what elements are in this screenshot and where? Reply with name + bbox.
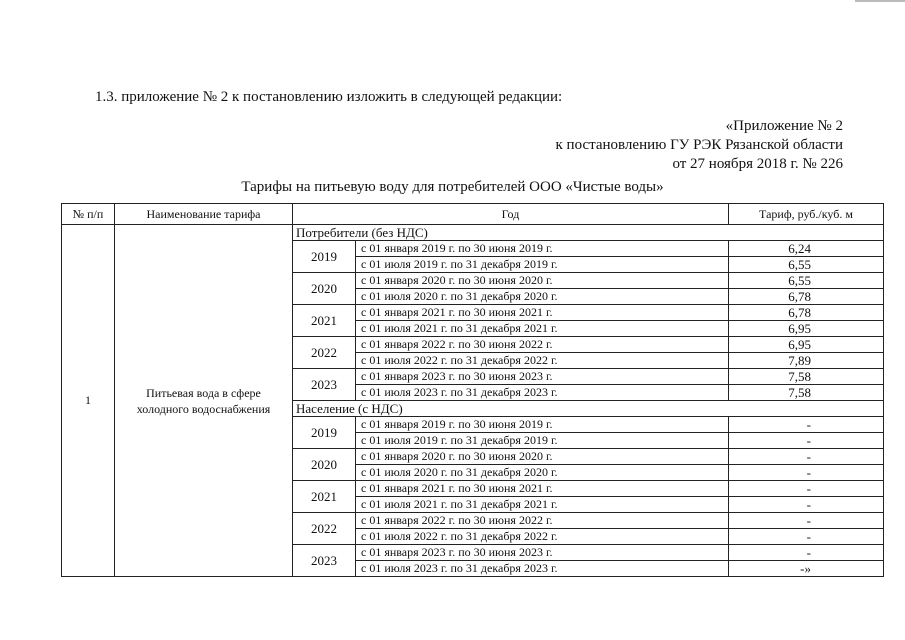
tariff-cell: -: [729, 529, 884, 545]
row-number: 1: [62, 225, 115, 577]
period-cell: с 01 января 2019 г. по 30 июня 2019 г.: [356, 417, 729, 433]
year-cell: 2020: [293, 449, 356, 481]
tariff-cell: 6,55: [729, 257, 884, 273]
period-cell: с 01 января 2020 г. по 30 июня 2020 г.: [356, 449, 729, 465]
tariff-cell: 6,95: [729, 337, 884, 353]
group-label: Население (с НДС): [293, 401, 884, 417]
tariff-cell: 6,95: [729, 321, 884, 337]
period-cell: с 01 января 2022 г. по 30 июня 2022 г.: [356, 513, 729, 529]
period-cell: с 01 января 2019 г. по 30 июня 2019 г.: [356, 241, 729, 257]
tariff-cell: -: [729, 513, 884, 529]
tariff-cell: 7,89: [729, 353, 884, 369]
period-cell: с 01 июля 2019 г. по 31 декабря 2019 г.: [356, 257, 729, 273]
period-cell: с 01 января 2022 г. по 30 июня 2022 г.: [356, 337, 729, 353]
period-cell: с 01 июля 2023 г. по 31 декабря 2023 г.: [356, 561, 729, 577]
tariff-name-cell: [115, 225, 293, 577]
appendix-line-1: «Приложение № 2: [725, 118, 843, 134]
year-cell: 2022: [293, 337, 356, 369]
header-tariff-name: Наименование тарифа: [115, 204, 293, 225]
tariff-cell: 6,55: [729, 273, 884, 289]
header-number: № п/п: [62, 204, 115, 225]
period-cell: с 01 июля 2022 г. по 31 декабря 2022 г.: [356, 353, 729, 369]
tariff-cell: -: [729, 481, 884, 497]
appendix-line-3: от 27 ноября 2018 г. № 226: [672, 156, 843, 172]
period-cell: с 01 января 2021 г. по 30 июня 2021 г.: [356, 481, 729, 497]
tariff-name-line: Питьевая вода в сфере: [146, 385, 261, 400]
period-cell: с 01 июля 2021 г. по 31 декабря 2021 г.: [356, 497, 729, 513]
header-year: Год: [293, 204, 729, 225]
tariff-cell: -: [729, 545, 884, 561]
period-cell: с 01 января 2021 г. по 30 июня 2021 г.: [356, 305, 729, 321]
tariff-cell: 6,24: [729, 241, 884, 257]
year-cell: 2020: [293, 273, 356, 305]
tariff-cell: 6,78: [729, 305, 884, 321]
intro-paragraph: 1.3. приложение № 2 к постановлению изложить в следующей редакции:: [95, 89, 563, 105]
period-cell: с 01 июля 2019 г. по 31 декабря 2019 г.: [356, 433, 729, 449]
tariff-cell: 7,58: [729, 369, 884, 385]
tariff-cell: -»: [729, 561, 884, 577]
tariff-cell: -: [729, 465, 884, 481]
appendix-line-2: к постановлению ГУ РЭК Рязанской области: [555, 137, 843, 153]
year-cell: 2023: [293, 545, 356, 577]
year-cell: 2019: [293, 241, 356, 273]
period-cell: с 01 января 2023 г. по 30 июня 2023 г.: [356, 545, 729, 561]
appendix-header: [556, 117, 843, 174]
tariff-name-line: холодного водоснабжения: [136, 401, 271, 416]
tariff-cell: -: [729, 497, 884, 513]
group-row: [62, 225, 884, 241]
tariff-cell: 7,58: [729, 385, 884, 401]
year-cell: 2023: [293, 369, 356, 401]
period-cell: с 01 июля 2023 г. по 31 декабря 2023 г.: [356, 385, 729, 401]
table-header-row: [62, 204, 884, 225]
period-cell: с 01 июля 2021 г. по 31 декабря 2021 г.: [356, 321, 729, 337]
tariff-cell: -: [729, 417, 884, 433]
group-label: Потребители (без НДС): [293, 225, 884, 241]
tariff-cell: -: [729, 433, 884, 449]
table-body: [62, 225, 884, 577]
period-cell: с 01 июля 2020 г. по 31 декабря 2020 г.: [356, 289, 729, 305]
period-cell: с 01 июля 2022 г. по 31 декабря 2022 г.: [356, 529, 729, 545]
scan-edge-mark: [855, 0, 905, 2]
header-tariff-value: Тариф, руб./куб. м: [729, 204, 884, 225]
tariff-cell: -: [729, 449, 884, 465]
year-cell: 2022: [293, 513, 356, 545]
tariff-table: [61, 203, 884, 577]
year-cell: 2021: [293, 481, 356, 513]
year-cell: 2021: [293, 305, 356, 337]
document-title: Тарифы на питьевую воду для потребителей ООО «Чистые воды»: [241, 179, 664, 195]
year-cell: 2019: [293, 417, 356, 449]
tariff-cell: 6,78: [729, 289, 884, 305]
period-cell: с 01 января 2023 г. по 30 июня 2023 г.: [356, 369, 729, 385]
period-cell: с 01 июля 2020 г. по 31 декабря 2020 г.: [356, 465, 729, 481]
period-cell: с 01 января 2020 г. по 30 июня 2020 г.: [356, 273, 729, 289]
